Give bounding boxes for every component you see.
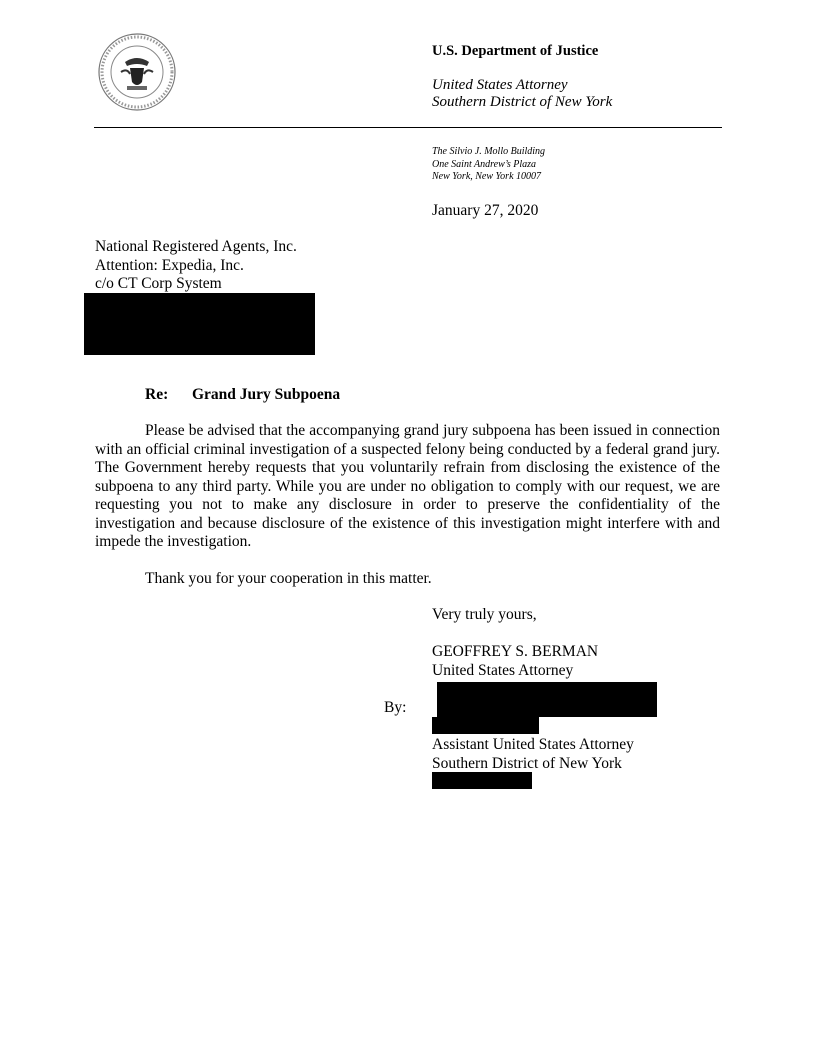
letter-date: January 27, 2020 — [432, 202, 539, 219]
re-subject: Grand Jury Subpoena — [192, 386, 341, 403]
letterhead-rule — [94, 127, 722, 128]
closing-line: Very truly yours, — [432, 606, 537, 623]
recipient-line: c/o CT Corp System — [95, 275, 222, 292]
signer-title-line: Assistant United States Attorney — [432, 736, 634, 753]
signer-name: GEOFFREY S. BERMAN — [432, 643, 599, 660]
address-line: New York, New York 10007 — [432, 171, 542, 182]
by-label: By: — [384, 699, 407, 716]
office-line: Southern District of New York — [432, 94, 613, 110]
doj-seal-icon — [97, 32, 177, 112]
signer-title: United States Attorney — [432, 661, 574, 679]
recipient-block — [95, 238, 297, 294]
department-name: U.S. Department of Justice — [432, 43, 599, 59]
office-line: United States Attorney — [432, 77, 568, 93]
signer-title-block — [432, 736, 634, 773]
office-address — [432, 146, 545, 184]
office-block — [432, 77, 612, 111]
thanks-line: Thank you for your cooperation in this matter. — [145, 570, 432, 587]
recipient-line: National Registered Agents, Inc. — [95, 238, 297, 255]
redaction-box — [432, 717, 539, 734]
address-line: One Saint Andrew’s Plaza — [432, 158, 536, 170]
redaction-box — [437, 682, 657, 717]
redaction-box — [84, 293, 315, 355]
body-paragraph: Please be advised that the accompanying grand jury subpoena has been issued in connection with an official criminal investigation of a suspected felony being conducted by a federal grand jury. The Government hereby requests that you voluntarily refrain from disclosing the existence of the subpoena to any third party. While you are under no obligation to comply with our request, we are requesting you not to make any disclosure in order to preserve the confidentiality of the investigation and because disclosure of the existence of this investigation might interfere with and impede the investigation. — [95, 422, 720, 550]
address-line: The Silvio J. Mollo Building — [432, 146, 546, 157]
re-label: Re: — [145, 386, 169, 403]
recipient-line: Attention: Expedia, Inc. — [95, 256, 244, 274]
signer-title-line: Southern District of New York — [432, 754, 622, 772]
redaction-box — [432, 772, 532, 789]
